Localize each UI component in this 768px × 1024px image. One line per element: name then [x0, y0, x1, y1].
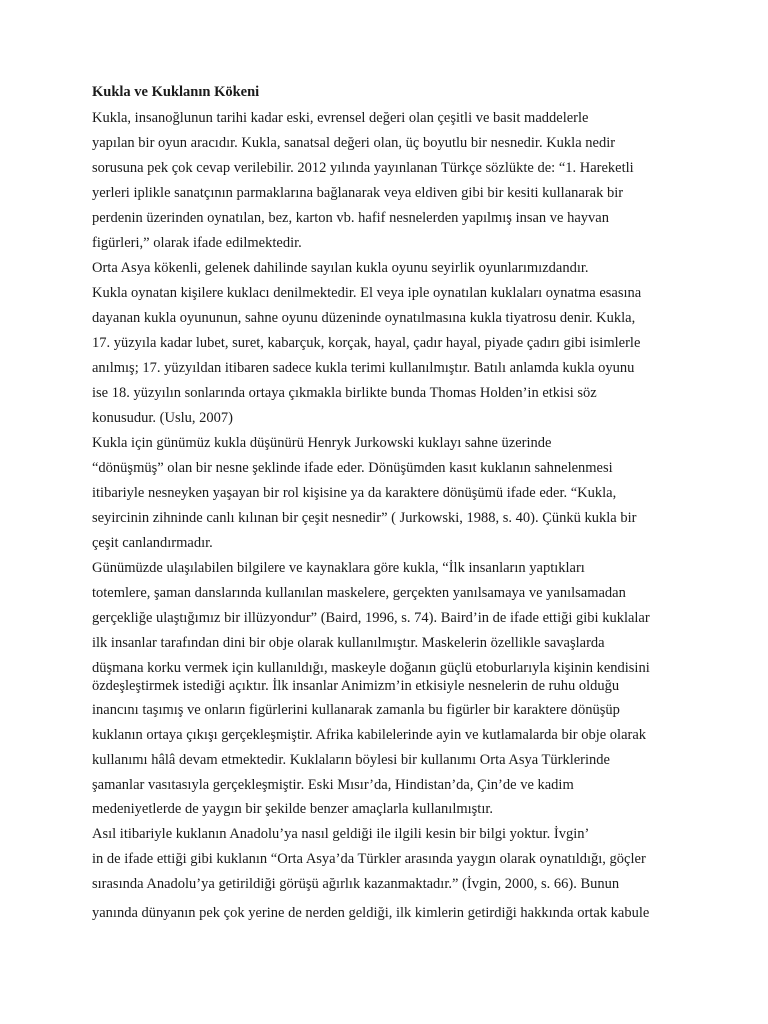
text-line: yapılan bir oyun aracıdır. Kukla, sanatsal değeri olan, üç boyutlu bir nesnedir. Kukla nedir [92, 135, 616, 151]
text-line: perdenin üzerinden oynatılan, bez, karton vb. hafif nesnelerden yapılmış insan ve hayvan [92, 210, 609, 226]
text-line: çeşit canlandırmadır. [92, 535, 213, 551]
text-line: totemlere, şaman danslarında kullanılan maskelere, gerçekten yanılsamaya ve yanılsamadan [92, 585, 626, 601]
text-line: konusudur. (Uslu, 2007) [92, 410, 233, 426]
text-line: Kukla için günümüz kukla düşünürü Henryk Jurkowski kuklayı sahne üzerinde [92, 435, 552, 451]
text-line: ise 18. yüzyılın sonlarında ortaya çıkmakla birlikte bunda Thomas Holden’in etkisi söz [92, 385, 597, 401]
text-line: yanında dünyanın pek çok yerine de nerden geldiği, ilk kimlerin getirdiği hakkında ortak kabule [92, 905, 650, 921]
text-line: figürleri,” olarak ifade edilmektedir. [92, 235, 302, 251]
text-line: yerleri iplikle sanatçının parmaklarına bağlanarak veya eldiven gibi bir kesiti kullanarak bir [92, 185, 624, 201]
text-line: ilk insanlar tarafından dini bir obje olarak kullanılmıştır. Maskelerin özellikle savaşlarda [92, 635, 605, 651]
text-line: itibariyle nesneyken yaşayan bir rol kişisine ya da karaktere dönüşümü ifade eder. “Kukla, [92, 485, 617, 501]
document-title: Kukla ve Kuklanın Kökeni [92, 84, 260, 100]
text-line: Orta Asya kökenli, gelenek dahilinde sayılan kukla oyunu seyirlik oyunlarımızdandır. [92, 260, 589, 276]
text-line: düşmana korku vermek için kullanıldığı, maskeyle doğanın güçlü etoburlarıyla kişinin kendisini [92, 660, 650, 676]
text-line: in de ifade ettiği gibi kuklanın “Orta Asya’da Türkler arasında yaygın olarak oynatıldığı, göçler [92, 851, 646, 867]
text-line: gerçekliğe ulaştığımız bir illüzyondur” (Baird, 1996, s. 74). Baird’in de ifade ettiği gibi kuklalar [92, 610, 650, 626]
text-line: Kukla oynatan kişilere kuklacı denilmektedir. El veya iple oynatılan kuklaları oynatma esasına [92, 285, 642, 301]
text-line: medeniyetlerde de yaygın bir şekilde benzer amaçlarla kullanılmıştır. [92, 801, 494, 817]
text-line: Asıl itibariyle kuklanın Anadolu’ya nasıl geldiği ile ilgili kesin bir bilgi yoktur. İvgin’ [92, 826, 590, 842]
text-line: sırasında Anadolu’ya getirildiği görüşü ağırlık kazanmaktadır.” (İvgin, 2000, s. 66). Bunun [92, 876, 620, 892]
text-line: Kukla, insanoğlunun tarihi kadar eski, evrensel değeri olan çeşitli ve basit maddelerle [92, 110, 589, 126]
text-line: inancını taşımış ve onların figürlerini kullanarak zamanla bu figürler bir karaktere dönüşüp [92, 702, 620, 718]
text-line: kullanımı hâlâ devam etmektedir. Kuklaların böylesi bir kullanımı Orta Asya Türklerinde [92, 752, 610, 768]
text-line: anılmış; 17. yüzyıldan itibaren sadece kukla terimi kullanılmıştır. Batılı anlamda kukla oyunu [92, 360, 635, 376]
text-line: “dönüşmüş” olan bir nesne şeklinde ifade eder. Dönüşümden kasıt kuklanın sahnelenmesi [92, 460, 613, 476]
text-line: özdeşleştirmek istediği açıktır. İlk insanlar Animizm’in etkisiyle nesnelerin de ruhu olduğu [92, 678, 620, 694]
text-line: kuklanın ortaya çıkışı gerçekleşmiştir. Afrika kabilelerinde ayin ve kutlamalarda bir obje olarak [92, 727, 647, 743]
text-line: Günümüzde ulaşılabilen bilgilere ve kaynaklara göre kukla, “İlk insanların yaptıkları [92, 560, 585, 576]
text-line: seyircinin zihninde canlı kılınan bir çeşit nesnedir” ( Jurkowski, 1988, s. 40). Çünkü kukla bir [92, 510, 637, 526]
text-line: sorusuna pek çok cevap verilebilir. 2012 yılında yayınlanan Türkçe sözlükte de: “1. Hareketli [92, 160, 634, 176]
text-line: 17. yüzyıla kadar lubet, suret, kabarçuk, korçak, hayal, çadır hayal, piyade çadırı gibi isimlerle [92, 335, 641, 351]
text-line: dayanan kukla oyununun, sahne oyunu düzeninde oynatılmasına kukla tiyatrosu denir. Kukla, [92, 310, 636, 326]
text-line: şamanlar vasıtasıyla gerçekleşmiştir. Eski Mısır’da, Hindistan’da, Çin’de ve kadim [92, 777, 574, 793]
